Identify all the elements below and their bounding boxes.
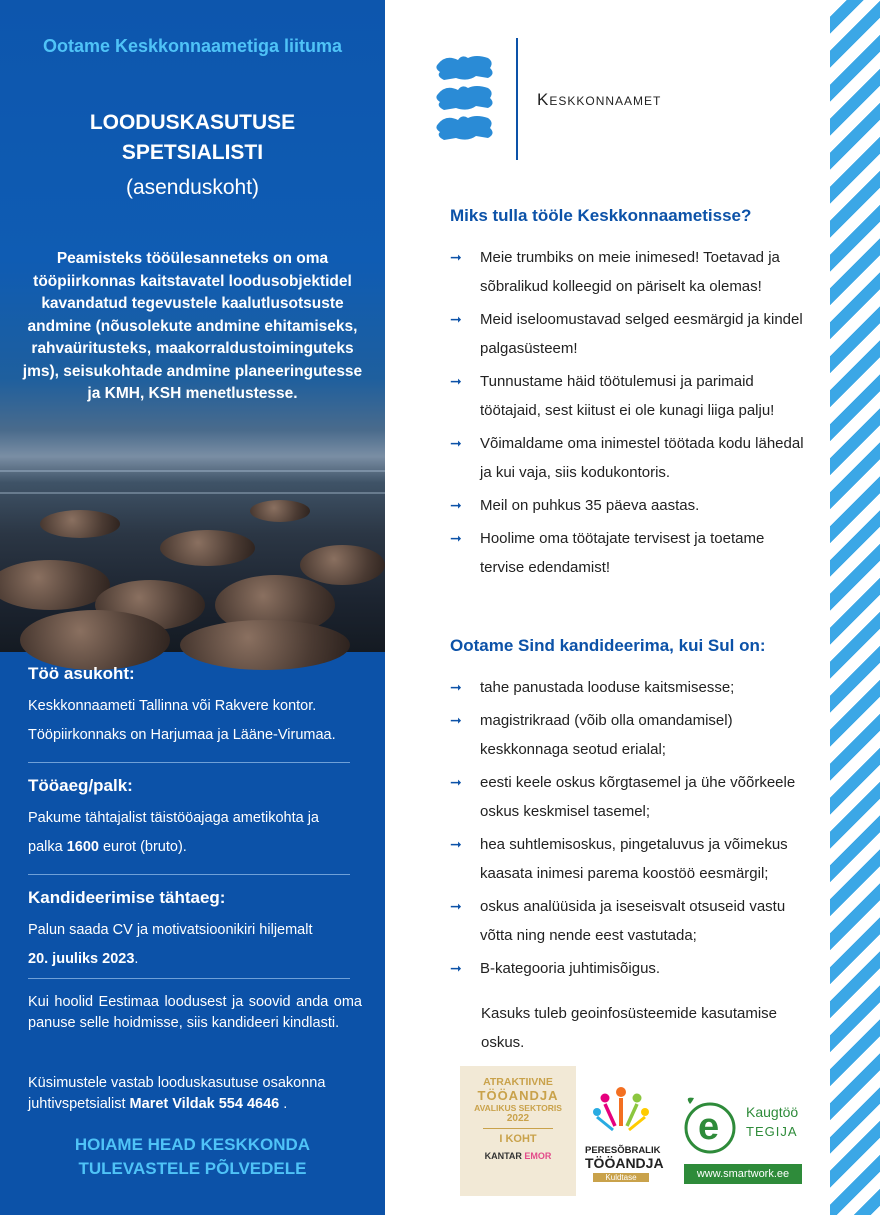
list-item-text: Meid iseloomustavad selged eesmärgid ja kindel palgasüsteem! (480, 311, 803, 357)
pay-line-2 (28, 833, 364, 862)
rock (40, 510, 120, 538)
arrow-icon: ➞ (450, 497, 462, 513)
list-item (450, 305, 805, 363)
pay-amount: 1600 (66, 839, 99, 855)
arrow-icon: ➞ (450, 836, 462, 852)
list-item-text: Hoolime oma töötajate tervisest ja toetame tervise edendamist! (480, 530, 765, 576)
three-lions-emblem-icon (432, 52, 498, 142)
closing-line: HOIAME HEAD KESKKONDA (74, 1135, 311, 1154)
contact-intro: Küsimustele vastab looduskasutuse osakonna juhtivspetsialist (28, 1075, 326, 1112)
contact-suffix: . (279, 1096, 288, 1112)
arrow-icon: ➞ (450, 712, 462, 728)
badge-brand-kantar: KANTAR (484, 1151, 525, 1161)
list-item-text: tahe panustada looduse kaitsmisesse; (480, 679, 735, 696)
job-title (0, 108, 385, 168)
deadline-line-2 (28, 945, 364, 974)
list-item (450, 243, 805, 301)
list-item-text: Meie trumbiks on meie inimesed! Toetavad ja sõbralikud kolleegid on päriselt ka olemas! (480, 249, 780, 295)
badge-brand (460, 1151, 576, 1161)
badge-rank: I KOHT (499, 1133, 537, 1145)
deadline-line: Palun saada CV ja motivatsioonikiri hiljemalt (28, 922, 313, 938)
why-list (450, 243, 805, 586)
rock (180, 620, 350, 670)
requirements-list (450, 673, 805, 987)
deadline-suffix: . (134, 951, 139, 967)
attractive-employer-badge (460, 1066, 576, 1196)
candy-stripe-border (830, 0, 880, 1215)
list-item (450, 768, 805, 826)
badge-line: TÖÖANDJA (585, 1155, 664, 1171)
duties-text: Peamisteks tööülesanneteks on oma tööpiirkonnas kaitstavatel loodusobjektidel kavandatud tegevustele kaalutlusotsuste andmine (nõusolekute andmine ehitamiseks, rahvaüritusteks, maakorraldustoiminguteks jms), seisukohtade andmine planeeringutesse ja KMH, KSH menetlustesse. (22, 250, 363, 402)
list-item (450, 524, 805, 582)
list-item-text: eesti keele oskus kõrgtasemel ja ühe võõrkeele oskus keskmisel tasemel; (480, 774, 796, 820)
list-item (450, 954, 805, 983)
deadline-section (28, 888, 364, 974)
list-item-text: Tunnustame häid töötulemusi ja parimaid töötajaid, sest kiitust ei ole kunagi liiga palju! (480, 373, 775, 419)
requirements-heading: Ootame Sind kandideerima, kui Sul on: (450, 636, 766, 655)
badge-line: TÖÖANDJA (477, 1088, 559, 1103)
list-item-text: magistrikraad (võib olla omandamisel) keskkonnaga seotud erialal; (480, 712, 733, 758)
badge-brand-emor: EMOR (524, 1151, 552, 1161)
location-heading: Töö asukoht: (28, 664, 135, 683)
list-item-text: Meil on puhkus 35 päeva aastas. (480, 497, 700, 514)
pay-heading: Tööaeg/palk: (28, 776, 133, 795)
rock (160, 530, 255, 566)
family-friendly-employer-badge (585, 1084, 664, 1194)
divider (28, 874, 350, 875)
job-title-line: SPETSIALISTI (121, 141, 264, 164)
badge-level: Kuldtase (593, 1173, 649, 1182)
closing-line: TULEVASTELE PÕLVEDELE (78, 1159, 307, 1178)
water-reflection (0, 492, 385, 494)
badge-line: Kaugtöö (746, 1104, 799, 1120)
leaf-e-letter: e (698, 1106, 720, 1148)
why-heading: Miks tulla tööle Keskkonnaametisse? (450, 206, 752, 225)
contact-name[interactable]: Maret Vildak 554 4646 (129, 1096, 280, 1112)
list-item-text: B-kategooria juhtimisõigus. (480, 960, 661, 977)
location-section (28, 664, 364, 750)
pay-suffix: eurot (bruto). (98, 839, 187, 855)
rock (300, 545, 385, 585)
arrow-icon: ➞ (450, 679, 462, 695)
job-subtitle: (asenduskoht) (125, 176, 260, 199)
closing-slogan (0, 1133, 385, 1181)
badge-url[interactable]: www.smartwork.ee (684, 1164, 802, 1184)
list-item (450, 706, 805, 764)
location-line: Keskkonnaameti Tallinna või Rakvere kontor. (28, 698, 317, 714)
remote-work-badge (670, 1090, 805, 1188)
arrow-icon: ➞ (450, 311, 462, 327)
list-item (450, 673, 805, 702)
badge-line: ATRAKTIIVNE (483, 1076, 553, 1088)
location-line: Tööpiirkonnaks on Harjumaa ja Lääne-Virumaa. (28, 727, 336, 743)
pay-prefix: palka (28, 839, 67, 855)
contact-text (28, 1073, 362, 1115)
organization-name: Keskkonnaamet (537, 90, 662, 109)
tagline: Ootame Keskkonnaametiga liituma (42, 36, 343, 56)
apply-text: Kui hoolid Eestimaa loodusest ja soovid anda oma panuse selle hoidmisse, siis kandideeri kindlasti. (28, 994, 362, 1031)
divider (28, 762, 350, 763)
rock (20, 610, 170, 670)
logo-divider (516, 38, 518, 160)
rock (250, 500, 310, 522)
badge-line: TEGIJA (746, 1124, 798, 1139)
water-reflection (0, 470, 385, 472)
list-item-text: oskus analüüsida ja iseseisvalt otsuseid vastu võtta ning nende eest vastutada; (480, 898, 786, 944)
job-title-line: LOODUSKASUTUSE (89, 111, 296, 134)
list-item (450, 830, 805, 888)
arrow-icon: ➞ (450, 960, 462, 976)
badge-line: PERESÕBRALIK (585, 1145, 661, 1156)
rock (0, 560, 110, 610)
divider (28, 978, 350, 979)
list-item (450, 367, 805, 425)
requirements-extra: Kasuks tuleb geoinfosüsteemide kasutamise oskus. (481, 1005, 778, 1051)
arrow-icon: ➞ (450, 774, 462, 790)
list-item-text: hea suhtlemisoskus, pingetaluvus ja võimekus kaasata inimesi parema koostöö eesmärgil; (480, 836, 788, 882)
list-item (450, 491, 805, 520)
badge-divider (483, 1128, 553, 1129)
list-item (450, 429, 805, 487)
list-item-text: Võimaldame oma inimestel töötada kodu lähedal ja kui vaja, siis kodukontoris. (480, 435, 804, 481)
arrow-icon: ➞ (450, 249, 462, 265)
deadline-heading: Kandideerimise tähtaeg: (28, 888, 226, 907)
badge-line: AVALIKUS SEKTORIS (474, 1103, 562, 1113)
badge-year: 2022 (506, 1113, 530, 1124)
pay-line: Pakume tähtajalist täistööajaga ametikohta ja (28, 810, 319, 826)
family-figures-icon (591, 1084, 651, 1140)
deadline-date: 20. juuliks 2023 (28, 951, 135, 967)
pay-section (28, 776, 364, 862)
arrow-icon: ➞ (450, 530, 462, 546)
arrow-icon: ➞ (450, 435, 462, 451)
left-panel (0, 0, 385, 1215)
arrow-icon: ➞ (450, 373, 462, 389)
list-item (450, 892, 805, 950)
arrow-icon: ➞ (450, 898, 462, 914)
